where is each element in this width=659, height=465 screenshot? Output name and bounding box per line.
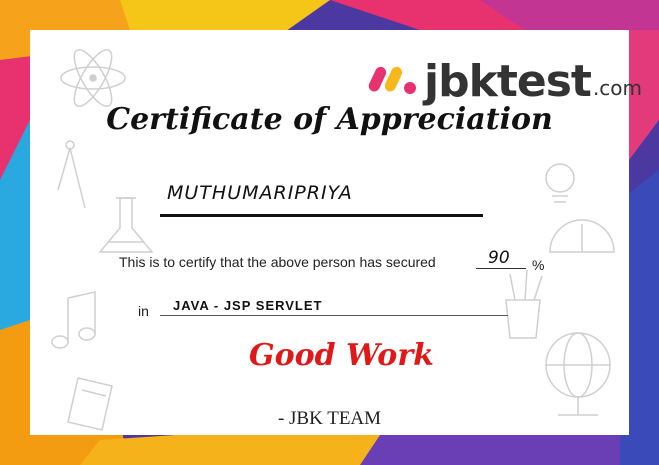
recipient-name: MUTHUMARIPRIYA [167,182,353,204]
lightbulb-icon [546,164,574,202]
signature-text: - JBK TEAM [277,408,382,429]
certificate-title: Certificate of Appreciation [106,102,553,137]
music-note-icon [52,292,95,348]
logo-domain: .com [592,76,643,100]
certify-text: This is to certify that the above person has secured [119,254,436,270]
name-underline [160,214,483,217]
score-underline [476,268,526,269]
in-label: in [138,303,149,319]
course-underline [160,315,508,316]
certificate-card [30,30,643,435]
globe-icon [546,333,610,415]
logo-text: jbktest [424,56,591,107]
pencil-cup-icon [506,270,542,338]
logo-mark-icon [368,58,418,98]
remark-text: Good Work [249,338,434,373]
course-name: JAVA - JSP SERVLET [173,298,323,313]
compass-icon [58,141,85,208]
jbktest-logo [368,44,643,107]
score-unit: % [532,257,545,273]
flask-icon [100,198,152,252]
protractor-icon [550,220,614,252]
score-value: 90 [488,248,510,268]
